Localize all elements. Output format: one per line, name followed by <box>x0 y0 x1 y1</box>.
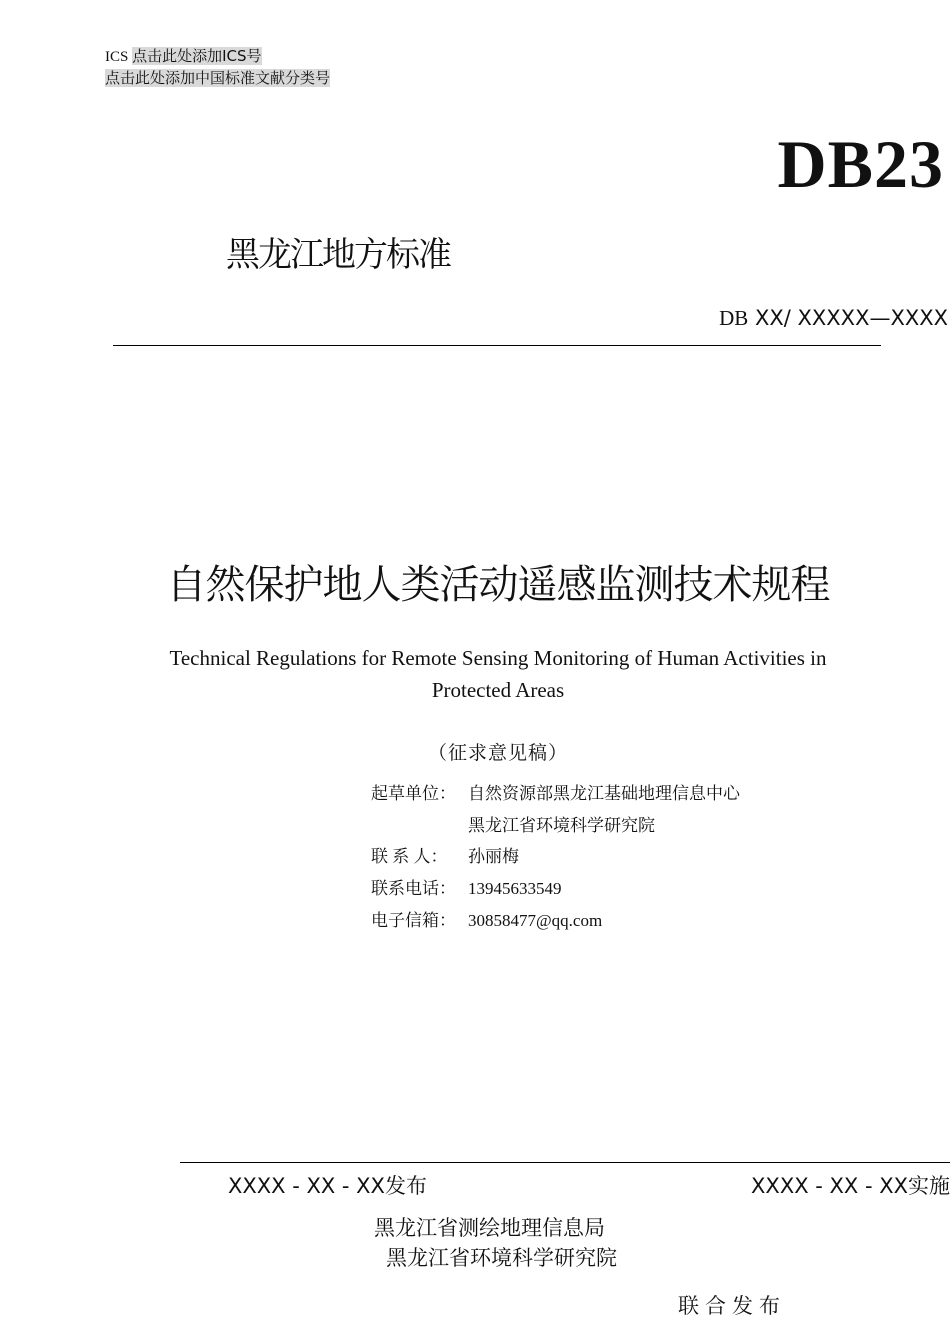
draft-status: （征求意见稿） <box>427 743 568 764</box>
contact-person-row <box>371 845 519 869</box>
joint-issue-label: 联合发布 <box>678 1294 786 1318</box>
publisher-1: 黑龙江省测绘地理信息局 <box>374 1216 605 1240</box>
email-address: 30858477@qq.com <box>468 911 603 930</box>
phone-label: 联系电话： <box>371 879 456 898</box>
footer-divider <box>180 1162 950 1163</box>
email-row <box>371 909 602 933</box>
ics-placeholder-field[interactable]: 点击此处添加ICS号 <box>132 47 262 65</box>
drafter-label: 起草单位： <box>371 784 456 803</box>
header-divider <box>113 345 881 346</box>
drafter-org-2: 黑龙江省环境科学研究院 <box>468 816 655 835</box>
implementation-date: XXXX - XX - XX实施 <box>751 1174 950 1198</box>
clc-number-line <box>105 68 330 88</box>
email-label: 电子信箱： <box>371 911 456 930</box>
drafter-row-continued <box>371 814 655 838</box>
standard-code: DB23 <box>777 126 944 202</box>
standard-number-prefix: DB <box>719 306 749 330</box>
standard-number-value: XX/ XXXXX—XXXX <box>755 306 948 330</box>
drafter-org-1: 自然资源部黑龙江基础地理信息中心 <box>468 784 740 803</box>
phone-number: 13945633549 <box>468 879 562 898</box>
ics-prefix: ICS <box>105 49 129 65</box>
contact-person: 孙丽梅 <box>468 847 519 866</box>
drafter-row <box>371 782 740 806</box>
contact-person-label: 联 系 人： <box>371 847 448 866</box>
ics-number-line <box>105 46 262 67</box>
document-title-chinese: 自然保护地人类活动遥感监测技术规程 <box>166 562 830 608</box>
publisher-2: 黑龙江省环境科学研究院 <box>386 1246 617 1270</box>
clc-placeholder-field[interactable]: 点击此处添加中国标准文献分类号 <box>105 69 331 87</box>
standard-type-title: 黑龙江地方标准 <box>226 235 450 275</box>
document-title-english: Technical Regulations for Remote Sensing Monitoring of Human Activities in Protected Areas <box>169 646 827 702</box>
issue-date: XXXX - XX - XX发布 <box>228 1174 427 1198</box>
standard-number <box>719 304 948 332</box>
phone-row <box>371 877 562 901</box>
